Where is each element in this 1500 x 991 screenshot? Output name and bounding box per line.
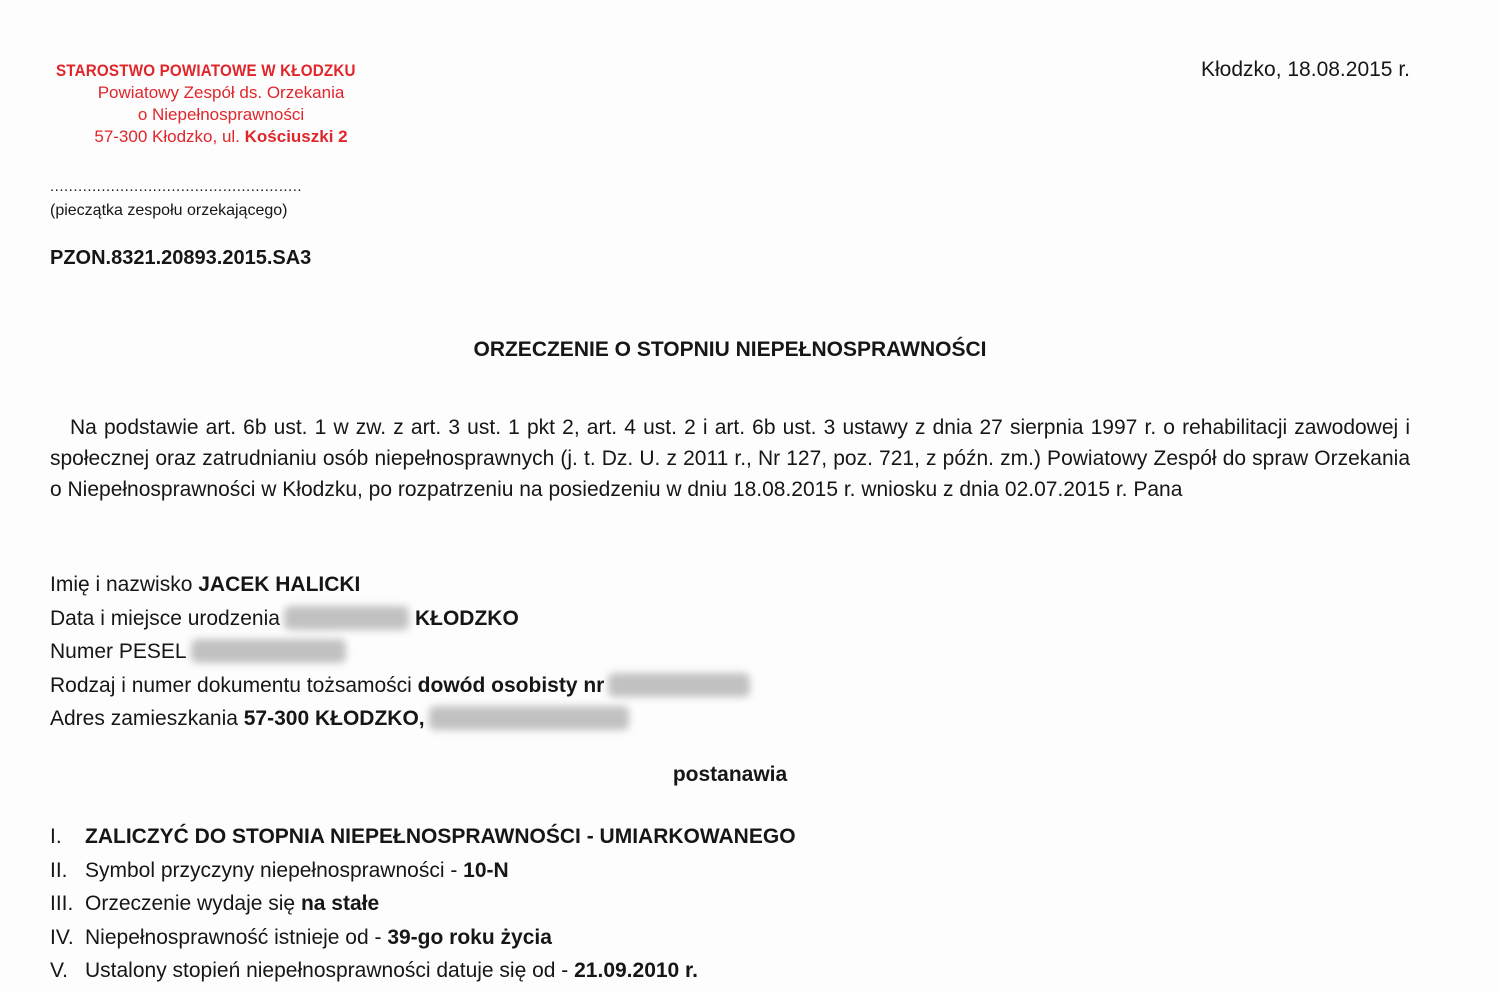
- field-address-value: 57-300 KŁODZKO,: [243, 707, 425, 730]
- decision-number: IV.: [50, 925, 74, 949]
- decision-value: 39-go roku życia: [387, 925, 552, 949]
- field-pesel-label: Numer PESEL: [50, 640, 187, 663]
- stamp-caption: (pieczątka zespołu orzekającego): [50, 202, 288, 219]
- decision-list: [50, 820, 796, 988]
- field-address: [50, 702, 756, 736]
- decision-number: III.: [50, 892, 74, 915]
- field-name: [50, 568, 756, 602]
- stamp-signature-line: ......................................................: [50, 178, 303, 195]
- decision-item: [50, 887, 796, 921]
- decision-number: I.: [50, 825, 62, 848]
- reference-number: PZON.8321.20893.2015.SA3: [50, 247, 312, 269]
- decision-value: 21.09.2010 r.: [574, 959, 698, 982]
- decision-item: [50, 921, 796, 955]
- legal-basis-paragraph: [50, 412, 1410, 505]
- office-stamp: [56, 60, 386, 148]
- field-id-type: dowód osobisty nr: [417, 673, 605, 697]
- stamp-line-address: [56, 126, 386, 148]
- field-name-label: Imię i nazwisko: [50, 573, 199, 596]
- decision-item: [50, 854, 796, 888]
- decision-label: Orzeczenie wydaje się: [85, 892, 301, 915]
- document-date: Kłodzko, 18.08.2015 r.: [1201, 58, 1410, 81]
- decision-item: [50, 954, 796, 988]
- redacted-pesel: [191, 639, 346, 663]
- field-address-label: Adres zamieszkania: [50, 707, 244, 730]
- decision-label: Symbol przyczyny niepełnosprawności -: [85, 858, 464, 882]
- personal-data: [50, 568, 756, 736]
- decision-number: II.: [50, 858, 68, 882]
- redacted-birth-date: [284, 606, 409, 630]
- field-pesel: [50, 635, 756, 669]
- redacted-id-number: [608, 673, 750, 697]
- decision-value: 10-N: [463, 858, 509, 882]
- field-birth: [50, 602, 756, 636]
- field-id-document: [50, 669, 756, 703]
- redacted-street: [429, 706, 629, 730]
- decision-heading: postanawia: [672, 763, 788, 786]
- field-birth-place: KŁODZKO: [414, 606, 519, 630]
- decision-label: Ustalony stopień niepełnosprawności datuje się od -: [85, 959, 575, 982]
- decision-item: [50, 820, 796, 854]
- decision-label: Niepełnosprawność istnieje od -: [85, 925, 388, 949]
- decision-value: ZALICZYĆ DO STOPNIA NIEPEŁNOSPRAWNOŚCI - UMIARKOWANEGO: [85, 825, 796, 848]
- stamp-line-subject: o Niepełnosprawności: [137, 105, 305, 124]
- field-id-label: Rodzaj i numer dokumentu tożsamości: [50, 673, 418, 697]
- field-name-value: JACEK HALICKI: [198, 573, 361, 596]
- stamp-address-street: Kościuszki 2: [244, 127, 348, 146]
- stamp-line-team: Powiatowy Zespół ds. Orzekania: [97, 83, 345, 102]
- document-title: ORZECZENIE O STOPNIU NIEPEŁNOSPRAWNOŚCI: [473, 338, 987, 361]
- field-birth-label: Data i miejsce urodzenia: [50, 606, 280, 630]
- stamp-line-office: STAROSTWO POWIATOWE W KŁODZKU: [56, 62, 356, 80]
- decision-number: V.: [50, 959, 68, 982]
- stamp-address-prefix: 57-300 Kłodzko, ul.: [94, 127, 245, 146]
- legal-basis-text: Na podstawie art. 6b ust. 1 w zw. z art. 3 ust. 1 pkt 2, art. 4 ust. 2 i art. 6b ust. 3 ustawy z dnia 27 sierpnia 1997 r. o rehabilitacji zawodowej i społecznej oraz zatrudnianiu osób niepełnosprawnych (j. t. Dz. U. z 2011 r., Nr 127, poz. 721, z późn. zm.) Powiatowy Zespół do spraw Orzekania o Niepełnosprawności w Kłodzku, po rozpatrzeniu na posiedzeniu w dniu 18.08.2015 r. wniosku z dnia 02.07.2015 r. Pana: [50, 416, 1410, 501]
- decision-value: na stałe: [300, 892, 380, 915]
